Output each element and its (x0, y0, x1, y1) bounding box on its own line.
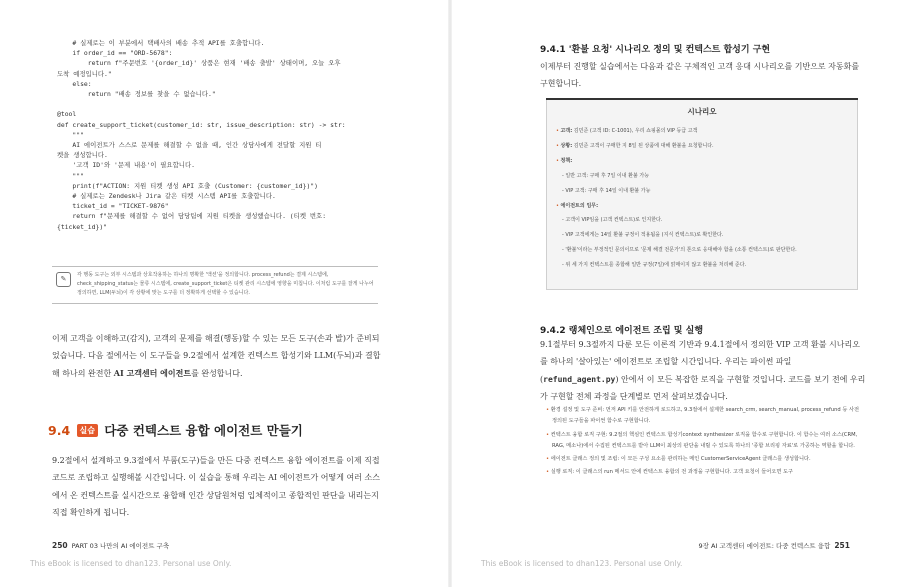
paragraph-section: 9.2절에서 설계하고 9.3절에서 부품(도구)들을 만든 다중 컨텍스트 융합 에이전트를 이제 직접 코드로 조립하고 실행해볼 시간입니다. 이 실습을 통해 우리는 AI 에이전트가 어떻게 여러 소스에서 온 컨텍스트를 실시간으로 융합해 인간 상담원처럼 입체적이고 종합적인 판단을 내리는지 직접 확인하게 됩니다. (52, 456, 380, 518)
scenario-title: 시나리오 (687, 107, 717, 116)
scenario-item (556, 228, 852, 243)
code-line: if order_id == "ORD-5678": (72, 49, 173, 58)
scenario-item-text: 일반 고객: 구매 후 7일 이내 환불 가능 (565, 172, 650, 179)
bold-term: AI 고객센터 에이전트 (113, 367, 192, 378)
scenario-box (546, 98, 858, 290)
section-number: 9.4 (48, 423, 71, 438)
steps-list (546, 405, 864, 481)
scenario-item (556, 139, 852, 154)
license-watermark: This eBook is licensed to dhan123. Personal use Only. (30, 559, 232, 568)
subsection-heading-942: 9.4.2 랭체인으로 에이전트 조립 및 실행 (540, 326, 704, 336)
scenario-item-text: VIP 고객: 구매 후 14일 이내 환불 가능 (565, 187, 651, 194)
scenario-item-label: 정책: (560, 157, 573, 164)
code-line: def create_support_ticket(customer_id: str, issue_description: str) -> str: (57, 120, 346, 129)
code-line: 도착 예정입니다." (57, 69, 112, 78)
scenario-item (556, 199, 852, 214)
step-item: • 에이전트 클래스 정의 및 조립: 이 모든 구성 요소를 관리하는 메인 CustomerServiceAgent 클래스를 생성합니다. (546, 454, 864, 465)
code-line: # 실제로는 이 부분에서 택배사의 배송 추적 API를 호출합니다. (72, 39, 265, 47)
scenario-item (556, 154, 852, 169)
scenario-item-text: '환불'이라는 부정적인 문의이므로 '문제 해결 전문가'의 톤으로 응대해야 함을 (소통 컨텍스트)로 판단한다. (565, 247, 797, 254)
note-icon: ✎ (56, 272, 71, 287)
scenario-item-text: 김민준 (고객 ID: C-1001), 우리 쇼핑몰의 VIP 등급 고객 (572, 128, 698, 134)
code-line: {ticket_id})" (57, 222, 108, 231)
inline-code: refund_agent.py (543, 374, 616, 384)
section-heading (48, 421, 303, 439)
step-item: • 환경 설정 및 도구 준비: 먼저 API 키를 안전하게 로드하고, 9.3절에서 설계한 search_crm, search_manual, process_refund 등 사전 정의된 도구들을 파이썬 함수로 구현합니다. (546, 405, 864, 428)
code-line: 켓을 생성합니다. (57, 151, 108, 160)
scenario-item (556, 258, 852, 273)
page-number: 250 (52, 541, 68, 550)
code-line: """ (72, 130, 84, 139)
section-title: 다중 컨텍스트 융합 에이전트 만들기 (104, 423, 303, 438)
right-footer (699, 541, 851, 550)
running-head: PART 03 나만의 AI 에이전트 구축 (71, 542, 170, 550)
scenario-item-text: 위 세 가지 컨텍스트를 종합해 일반 규정(7일)에 얽매이지 않고 환불을 처리해 준다. (565, 262, 747, 269)
scenario-item (556, 169, 852, 184)
paragraph-assembly: 9.1절부터 9.3절까지 다룬 모든 이론적 기반과 9.4.1절에서 정의한 VIP 고객 환불 시나리오를 하나의 '살아있는' 에이전트로 조립할 시간입니다. 우리는 파이썬 파일(refund_agent.py) 안에서 이 모든 복잡한 로직을 구현할 것입니다. 코드를 보기 전에 우리가 구현할 전체 과정을 단계별로 먼저 살펴보겠습니다. (540, 340, 866, 402)
page-number: 251 (834, 541, 850, 550)
code-line: else: (72, 79, 92, 88)
code-line: return f"주문번호 '{order_id}' 상품은 현재 '배송 출발' 상태이며, 오늘 오후 (87, 59, 341, 68)
code-line: ticket_id = "TICKET-9876" (72, 202, 169, 211)
code-block (57, 38, 387, 232)
code-line: print(f"ACTION: 지원 티켓 생성 API 호출 (Customer: {customer_id})") (72, 181, 318, 190)
code-line: AI 에이전트가 스스로 문제를 해결할 수 없을 때, 인간 상담사에게 전달할 지원 티 (72, 141, 322, 150)
scenario-item-text: VIP 고객에게는 14일 환불 규정이 적용됨을 (지식 컨텍스트)로 확인한다. (565, 232, 724, 239)
code-line: '고객 ID'와 '문제 내용'이 필요합니다. (72, 161, 195, 170)
paragraph-scenario-intro: 이제부터 진행할 실습에서는 다음과 같은 구체적인 고객 응대 시나리오를 기반으로 자동화를 구현합니다. (540, 62, 860, 89)
scenario-list (556, 124, 852, 273)
scenario-item (556, 124, 852, 139)
note-text: 각 행동 도구는 외부 시스템과 상호작용하는 하나의 명확한 '액션'을 정의합니다. process_refund는 결제 시스템에, check_shipping_status는 물류 시스템에, create_support_ticket은 티켓 관리 시스템에 영향을 미칩니다. 이처럼 도구를 잘게 나누어 정의하면, LLM(두뇌)이 각 상황에 맞는 도구를 더 정확하게 선택할 수 있습니다. (77, 272, 374, 297)
code-line: @tool (57, 110, 77, 119)
paragraph-intro: 이제 고객을 이해하고(감지), 고객의 문제를 해결(행동)할 수 있는 모든 도구(손과 발)가 준비되었습니다. 다음 절에서는 이 도구들을 9.2절에서 설계한 컨텍스트 합성기와 LLM(두뇌)과 결합해 하나의 완전한 AI 고객센터 에이전트를 완성합니다. (52, 334, 381, 378)
running-head: 9장 AI 고객센터 에이전트: 다중 컨텍스트 융합 (698, 542, 831, 550)
code-line: """ (72, 171, 84, 180)
scenario-item-label: 고객: (560, 128, 573, 134)
box-top-rule (546, 98, 858, 100)
step-item: • 실행 로직: 이 클래스의 run 메서드 안에 컨텍스트 융합의 전 과정을 구현합니다. 고객 요청이 들어오면 도구 (546, 467, 864, 478)
left-footer (52, 541, 169, 550)
scenario-item (556, 243, 852, 258)
code-line: return "배송 정보를 찾을 수 없습니다." (87, 90, 216, 99)
right-page (450, 0, 900, 587)
practice-badge: 실습 (77, 424, 98, 437)
code-line: return f"문제를 해결할 수 없어 담당팀에 지원 티켓을 생성했습니다. (티켓 번호: (72, 212, 327, 221)
scenario-item-label: 에이전트의 임무: (560, 202, 599, 209)
subsection-heading-941: 9.4.1 '환불 요청' 시나리오 정의 및 컨텍스트 합성기 구현 (540, 45, 771, 55)
code-line: # 실제로는 Zendesk나 Jira 같은 티켓 시스템 API를 호출합니다. (72, 192, 276, 201)
note-box (52, 266, 378, 304)
scenario-item (556, 213, 852, 228)
scenario-item-label: 상황: (560, 142, 573, 149)
scenario-item-text: 고객이 VIP임을 (고객 컨텍스트)로 인지한다. (565, 217, 663, 224)
scenario-item-text: 김민준 고객이 구매한 지 8일 된 상품에 대해 환불을 요청합니다. (572, 142, 714, 149)
license-watermark: This eBook is licensed to dhan123. Personal use Only. (481, 559, 683, 568)
step-item: • 컨텍스트 융합 로직 구현: 9.2절의 핵심인 컨텍스트 합성기context synthesizer 로직을 함수로 구현합니다. 이 함수는 여러 소스(CRM, RAG, 메소나)에서 수집된 컨텍스트를 받아 LLM이 최상의 판단을 내릴 수 있도록 하나의 '종합 브리핑 자료'로 가공하는 역할을 합니다. (546, 430, 864, 453)
scenario-item (556, 184, 852, 199)
